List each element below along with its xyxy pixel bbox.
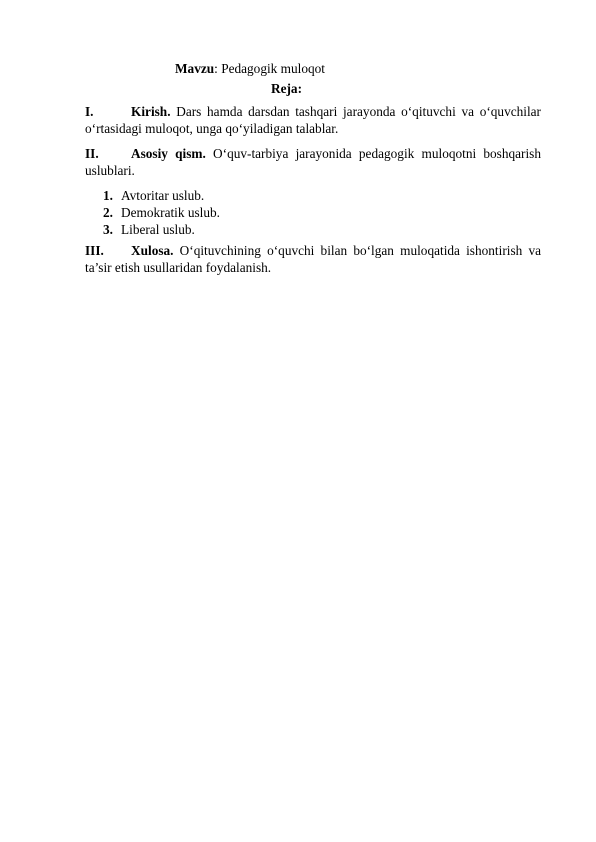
list-item-label: Avtoritar uslub.	[121, 188, 205, 203]
topic-value: Pedagogik muloqot	[221, 61, 325, 76]
section-text: O‘quv-tarbiya jarayonida pedagogik muloqotni boshqarish uslublari.	[85, 146, 541, 178]
list-item-number: 1.	[103, 188, 113, 203]
section-numeral: I.	[85, 104, 94, 119]
topic-separator: :	[214, 61, 222, 76]
list-item-number: 3.	[103, 222, 113, 237]
section-numeral: III.	[85, 243, 104, 258]
section-text: Dars hamda darsdan tashqari jarayonda o‘qituvchi va o‘quvchilar o‘rtasidagi muloqot, unga qo‘yiladigan talablar.	[85, 104, 541, 136]
list-item-label: Demokratik uslub.	[121, 205, 220, 220]
plan-section-conclusion	[85, 243, 541, 276]
topic-line	[175, 61, 325, 77]
plan-section-intro	[85, 104, 541, 137]
section-lead: Xulosa.	[131, 243, 174, 258]
list-item	[103, 221, 220, 238]
section-lead: Kirish.	[131, 104, 171, 119]
list-item-number: 2.	[103, 205, 113, 220]
plan-heading: Reja:	[271, 81, 303, 96]
list-item	[103, 187, 220, 204]
section-text: O‘qituvchining o‘quvchi bilan bo‘lgan muloqatida ishontirish va ta’sir etish usullaridan foydalanish.	[85, 243, 541, 275]
plan-section-main	[85, 146, 541, 179]
section-numeral: II.	[85, 146, 99, 161]
list-item	[103, 204, 220, 221]
list-item-label: Liberal uslub.	[121, 222, 195, 237]
section-lead: Asosiy qism.	[131, 146, 206, 161]
topic-label: Mavzu	[175, 61, 215, 76]
style-list	[103, 187, 220, 238]
